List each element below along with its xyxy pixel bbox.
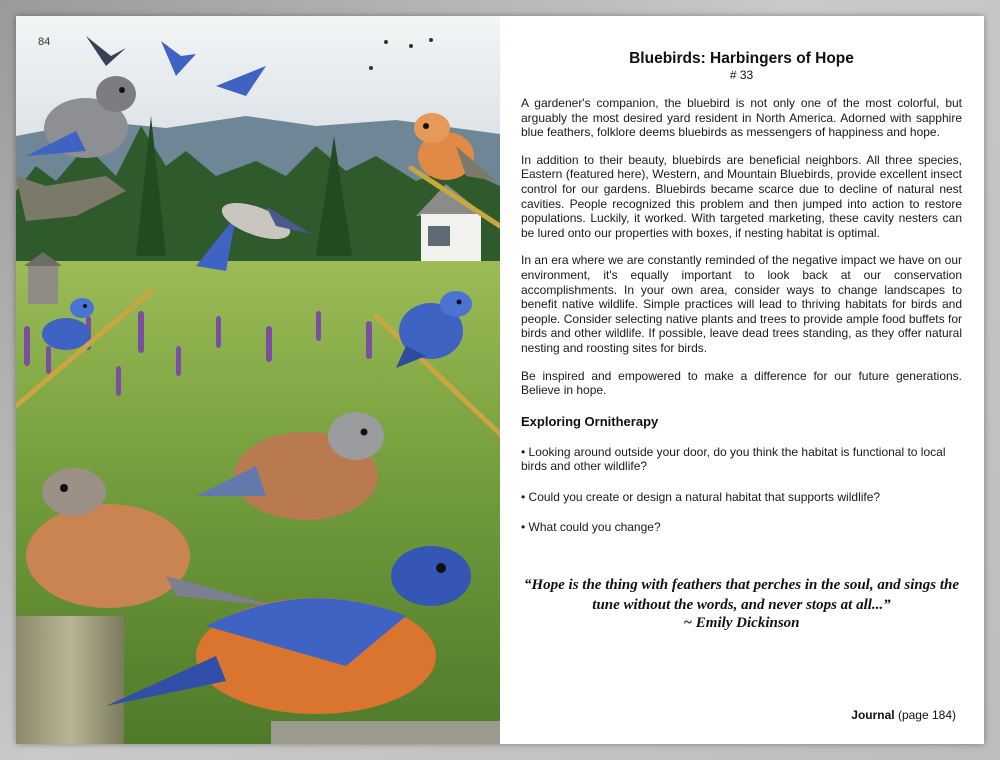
bullet-item: • What could you change? [521, 520, 661, 535]
bullet-item: • Looking around outside your door, do you think the habitat is functional to local birds and other wildlife? [521, 444, 946, 474]
paragraph: In addition to their beauty, bluebirds are beneficial neighbors. All three species, Eastern (featured here), Western, and Mountain Bluebirds, provide excellent insect control for our gardens. Bluebirds became scarce due to decline of natural nest cavities. People recognized this problem and then jumped into action to restore populations. Luckily, it worked. With targeted marketing, these cavity nesters can be lured onto our properties with boxes, if nesting habitat is optimal. [521, 152, 962, 240]
article-number: # 33 [729, 68, 754, 82]
bullet-item: • Could you create or design a natural habitat that supports wildlife? [521, 489, 881, 504]
quote-text: “Hope is the thing with feathers that perches in the soul, and sings the tune without the words, and never stops at all...” [523, 577, 960, 614]
page-number: 84 [38, 36, 51, 48]
article-title: Bluebirds: Harbingers of Hope [629, 50, 854, 67]
paragraph: A gardener's companion, the bluebird is not only one of the most colorful, but arguably the most desired yard resident in North America. Adorned with sapphire blue feathers, folklore deems bluebirds as messengers of happiness and hope. [521, 96, 962, 140]
section-heading: Exploring Ornitherapy [521, 413, 659, 429]
fence-post [16, 616, 124, 744]
paragraph: Be inspired and empowered to make a difference for our future generations. Believe in hope. [521, 368, 962, 398]
book-spread [16, 16, 984, 744]
fence-rail [271, 721, 500, 744]
journal-label: Journal [851, 708, 895, 722]
paragraph: In an era where we are constantly reminded of the negative impact we have on our environment, it's equally important to look back at our conservation accomplishments. In your own area, consider ways to change landscapes to benefit native wildlife. Simple practices will lead to thriving habitats for birds and people. Consider selecting native plants and trees to provide ample food buffets for birds and other wildlife. If possible, leave dead trees standing, as they offer natural nesting and roosting sites for birds. [521, 253, 962, 355]
text-page [500, 16, 984, 744]
illustration-page [16, 16, 500, 744]
quote-author: ~ Emily Dickinson [683, 615, 800, 632]
journal-reference [851, 708, 956, 722]
bluebirds-meadow-illustration [16, 16, 500, 744]
journal-page: (page 184) [894, 708, 956, 722]
